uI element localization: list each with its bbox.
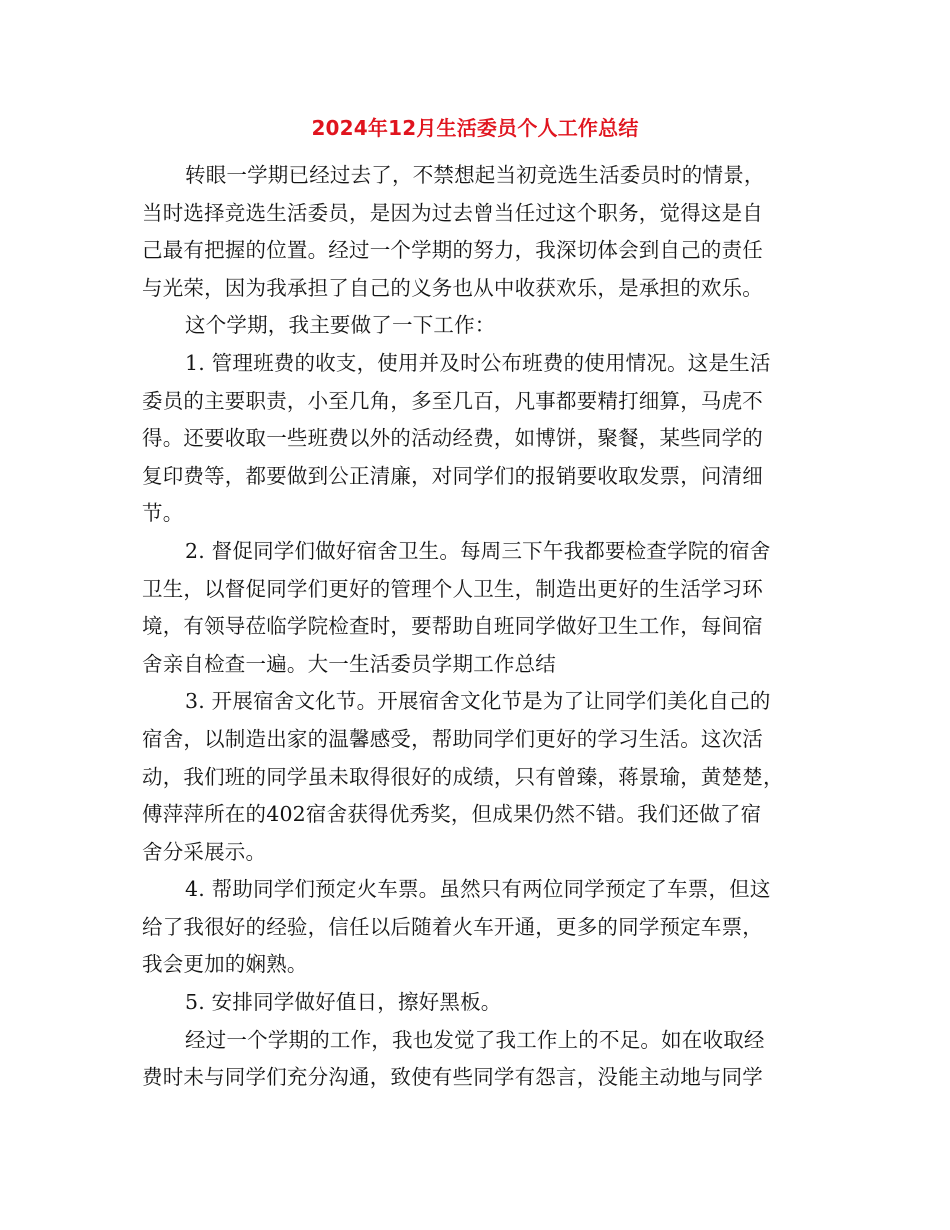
body-line: 己最有把握的位置。经过一个学期的努力，我深切体会到自己的责任 bbox=[142, 238, 763, 263]
body-line: 与光荣，因为我承担了自己的义务也从中收获欢乐，是承担的欢乐。 bbox=[142, 275, 763, 300]
body-line: 经过一个学期的工作，我也发觉了我工作上的不足。如在收取经 bbox=[185, 1027, 765, 1052]
body-line: 境，有领导莅临学院检查时，要帮助自班同学做好卫生工作，每间宿 bbox=[142, 614, 763, 639]
body-line: 舍亲自检查一遍。大一生活委员学期工作总结 bbox=[142, 651, 556, 676]
body-line: 转眼一学期已经过去了，不禁想起当初竞选生活委员时的情景， bbox=[185, 163, 765, 187]
body-line: 节。 bbox=[142, 501, 184, 526]
body-line: 动，我们班的同学虽未取得很好的成绩，只有曾臻，蒋景瑜，黄楚楚， bbox=[142, 764, 784, 789]
body-line: 宿舍，以制造出家的温馨感受，帮助同学们更好的学习生活。这次活 bbox=[142, 726, 763, 751]
body-line: 我会更加的娴熟。 bbox=[142, 952, 308, 977]
body-line: 这个学期，我主要做了一下工作： bbox=[185, 313, 496, 338]
body-line: 5. 安排同学做好值日，擦好黑板。 bbox=[185, 990, 502, 1015]
body-line: 费时未与同学们充分沟通，致使有些同学有怨言，没能主动地与同学 bbox=[142, 1065, 763, 1090]
body-line: 给了我很好的经验，信任以后随着火车开通，更多的同学预定车票， bbox=[142, 914, 763, 939]
document-body bbox=[142, 157, 810, 1097]
body-line: 2. 督促同学们做好宿舍卫生。每周三下午我都要检查学院的宿舍 bbox=[185, 538, 771, 563]
document-title: 2024年12月生活委员个人工作总结 bbox=[311, 116, 639, 140]
body-line: 卫生，以督促同学们更好的管理个人卫生，制造出更好的生活学习环 bbox=[142, 576, 763, 601]
body-line: 舍分采展示。 bbox=[142, 839, 267, 864]
body-line: 3. 开展宿舍文化节。开展宿舍文化节是为了让同学们美化自己的 bbox=[185, 689, 771, 714]
body-line: 得。还要收取一些班费以外的活动经费，如博饼，聚餐，某些同学的 bbox=[142, 426, 763, 451]
body-line: 傅萍萍所在的402宿舍获得优秀奖，但成果仍然不错。我们还做了宿 bbox=[142, 802, 762, 827]
body-line: 4. 帮助同学们预定火车票。虽然只有两位同学预定了车票，但这 bbox=[185, 877, 771, 902]
body-line: 委员的主要职责，小至几角，多至几百，凡事都要精打细算，马虎不 bbox=[142, 388, 763, 413]
body-line: 复印费等，都要做到公正清廉，对同学们的报销要收取发票，问清细 bbox=[142, 463, 763, 488]
body-line: 当时选择竞选生活委员，是因为过去曾当任过这个职务，觉得这是自 bbox=[142, 200, 763, 225]
body-line: 1. 管理班费的收支，使用并及时公布班费的使用情况。这是生活 bbox=[185, 350, 771, 375]
